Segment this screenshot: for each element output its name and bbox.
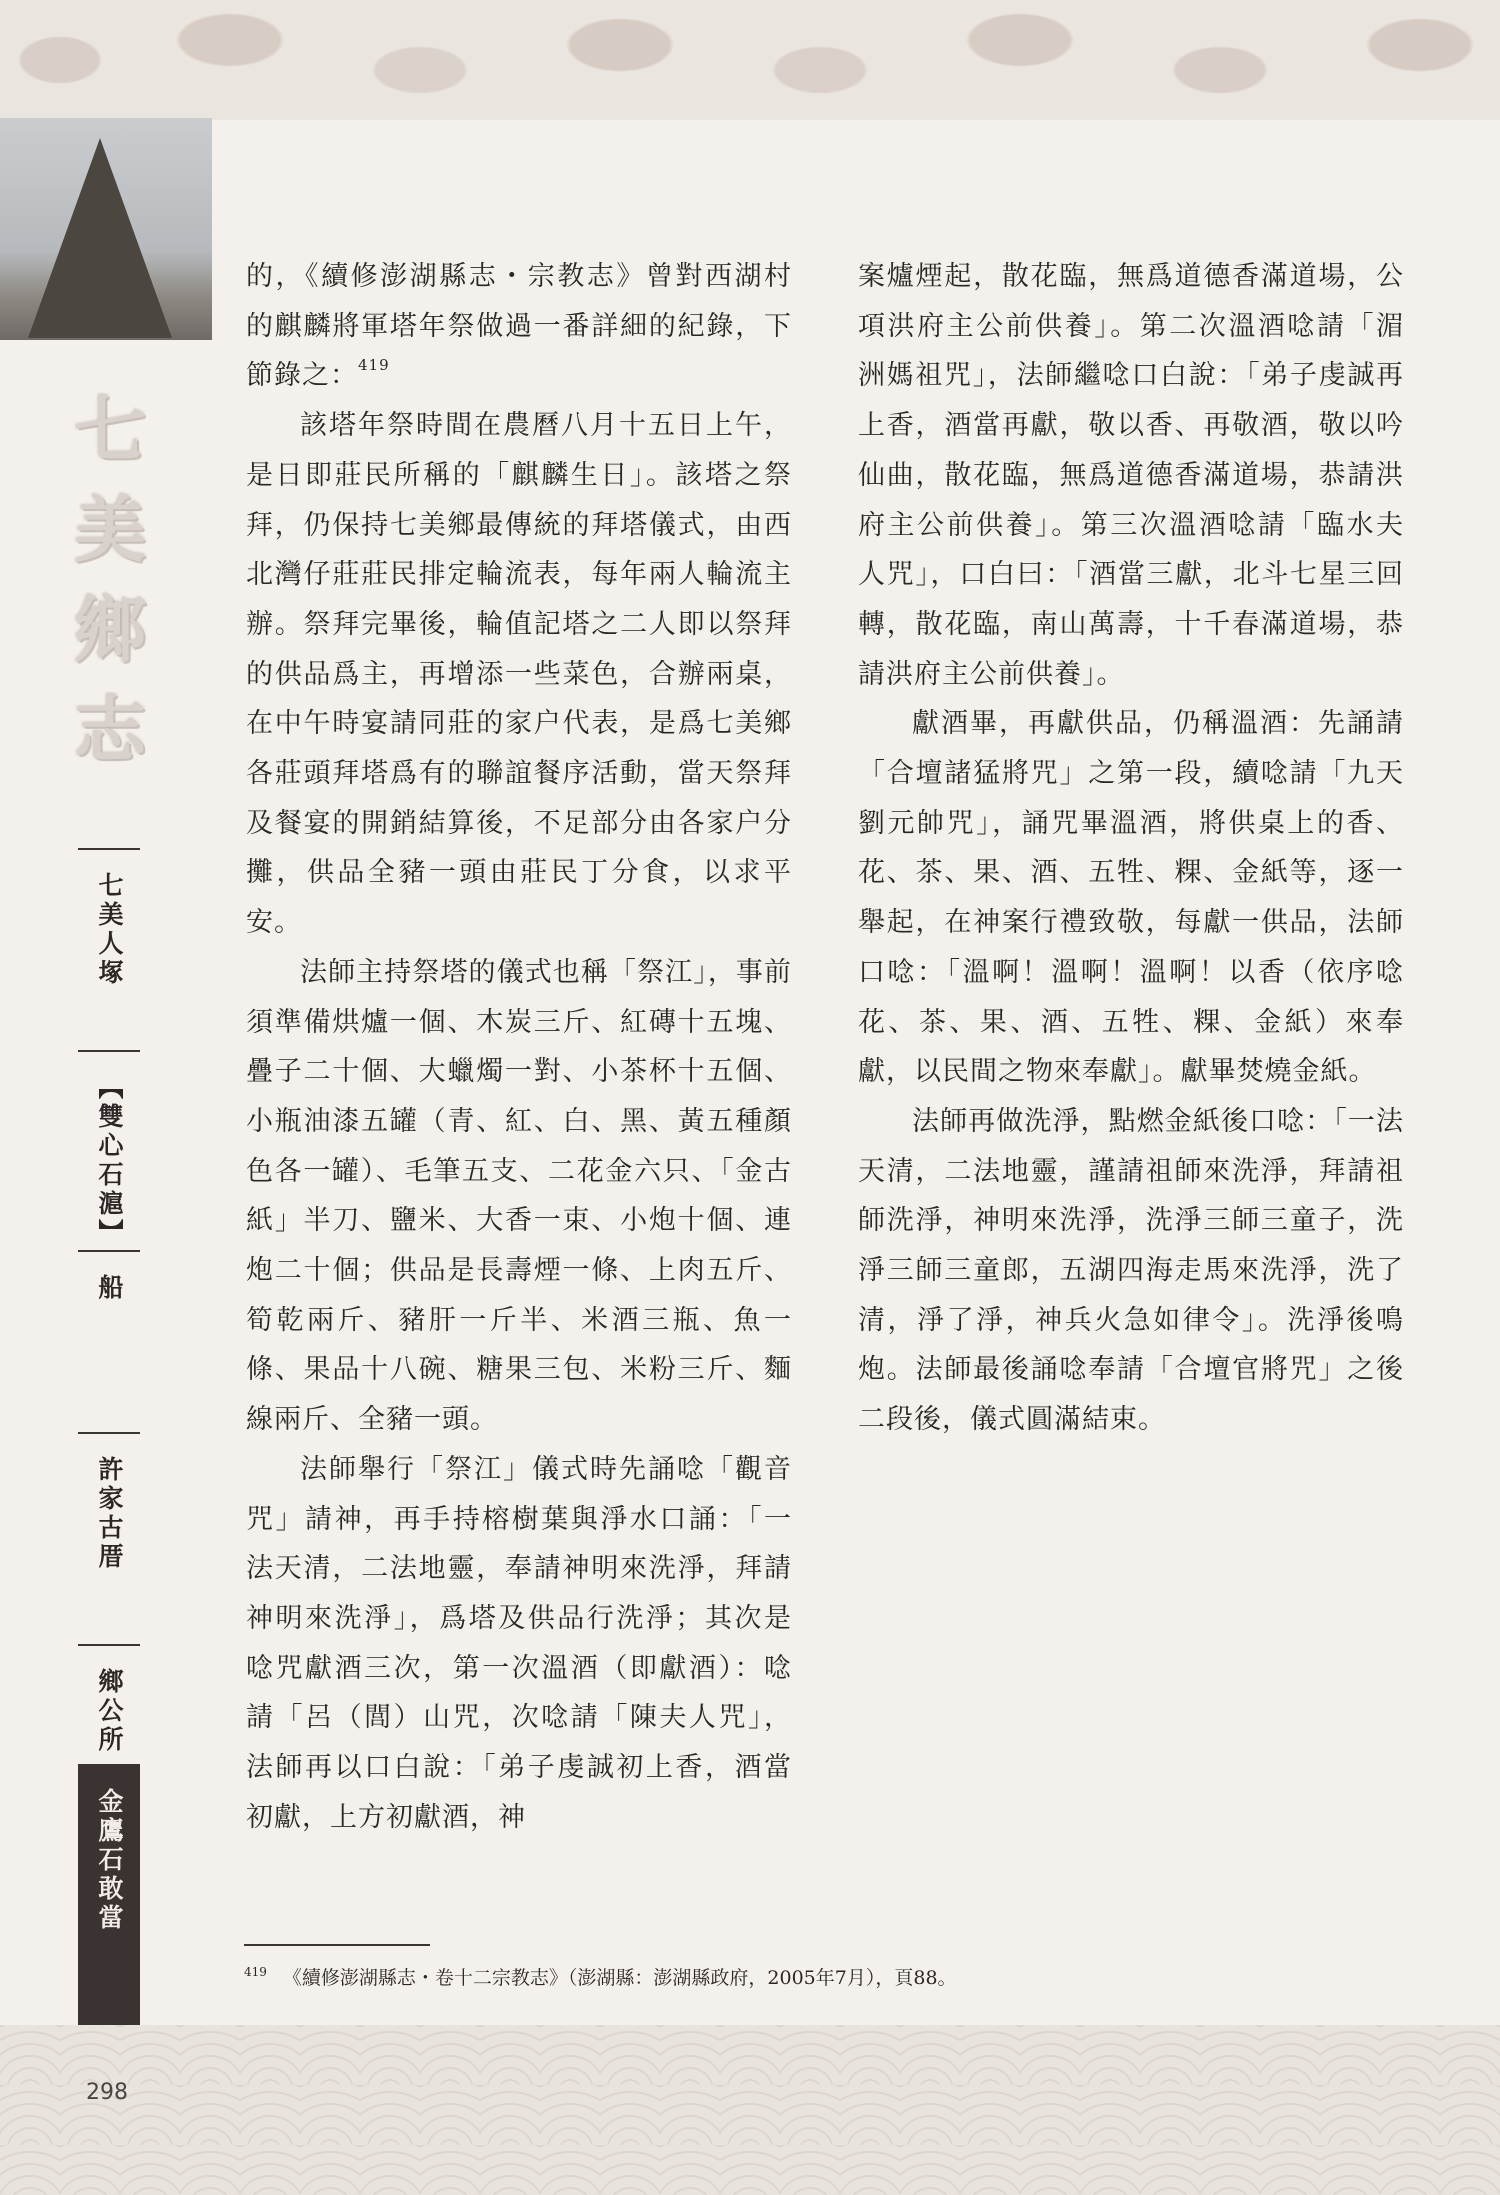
nav-item-label: 金鷹石敢當 xyxy=(95,1788,124,1933)
logo-char: 美 xyxy=(73,487,146,572)
nav-item-label: 七美人塚 xyxy=(95,872,124,988)
paragraph: 獻酒畢，再獻供品，仍稱溫酒：先誦請「合壇諸猛將咒」之第一段，續唸請「九天劉元帥咒」，誦咒畢溫酒，將供桌上的香、花、茶、果、酒、五牲、粿、金紙等，逐一舉起，在神案行禮致敬，每獻一供品，法師口唸：「溫啊！溫啊！溫啊！以香（依序唸花、茶、果、酒、五牲、粿、金紙）來奉獻，以民間之物來奉獻」。獻畢焚燒金紙。 xyxy=(858,708,1404,1088)
decorative-wave-footer xyxy=(0,2025,1500,2195)
decorative-cloud-header xyxy=(0,0,1500,120)
logo-char: 鄉 xyxy=(73,587,146,672)
right-text-column xyxy=(858,252,1404,1445)
nav-item-hsu-old-house[interactable] xyxy=(78,1432,140,1644)
paragraph: 法師舉行「祭江」儀式時先誦唸「觀音咒」請神，再手持榕樹葉與淨水口誦：「一法天清，二法地靈，奉請神明來洗淨，拜請神明來洗淨」，爲塔及供品行洗淨；其次是唸咒獻酒三次，第一次溫酒（即獻酒）：唸請「呂（閭）山咒，次唸請「陳夫人咒」，法師再以口白說：「弟子虔誠初上香，酒當初獻，上方初獻酒，神 xyxy=(246,1453,792,1833)
logo-char: 志 xyxy=(73,687,146,772)
side-chapter-nav xyxy=(78,848,140,2026)
footnote xyxy=(244,1958,1344,1992)
footnote-number: 419 xyxy=(244,1965,267,1979)
paragraph-text: 的，《續修澎湖縣志・宗教志》曾對西湖村的麒麟將軍塔年祭做過一番詳細的紀錄，下節錄之： xyxy=(246,261,792,392)
nav-item-label: 鄉公所 xyxy=(95,1668,124,1755)
nav-item-label: 【雙心石滬】 xyxy=(95,1074,124,1248)
stone-tower-shape xyxy=(28,138,172,338)
nav-item-label: 許家古厝 xyxy=(95,1456,124,1572)
paragraph: 法師再做洗淨，點燃金紙後口唸：「一法天清，二法地靈，謹請祖師來洗淨，拜請祖師洗淨，神明來洗淨，洗淨三師三童子，洗淨三師三童郎，五湖四海走馬來洗淨，洗了清，淨了淨，神兵火急如律令」。洗淨後鳴炮。法師最後誦唸奉請「合壇官將咒」之後二段後，儀式圓滿結束。 xyxy=(858,1105,1404,1436)
logo-char: 七 xyxy=(73,387,146,472)
page-number: 298 xyxy=(86,2080,128,2105)
footnote-divider xyxy=(244,1944,430,1946)
nav-item-twin-hearts-weir[interactable] xyxy=(78,1050,140,1250)
nav-item-golden-eagle-stone[interactable] xyxy=(78,1764,140,2026)
book-title-logo xyxy=(55,380,165,800)
nav-item-label: 船 xyxy=(95,1274,124,1303)
left-text-column xyxy=(246,252,792,1843)
nav-item-boat[interactable] xyxy=(78,1250,140,1432)
paragraph: 該塔年祭時間在農曆八月十五日上午，是日即莊民所稱的「麒麟生日」。該塔之祭拜，仍保持七美鄉最傳統的拜塔儀式，由西北灣仔莊莊民排定輪流表，每年兩人輪流主辦。祭拜完畢後，輪值記塔之二人即以祭拜的供品爲主，再增添一些菜色，合辦兩桌，在中午時宴請同莊的家户代表，是爲七美鄉各莊頭拜塔爲有的聯誼餐序活動，當天祭拜及餐宴的開銷結算後，不足部分由各家户分攤，供品全豬一頭由莊民丁分食，以求平安。 xyxy=(246,410,792,939)
paragraph xyxy=(246,252,792,401)
paragraph: 法師主持祭塔的儀式也稱「祭江」，事前須準備烘爐一個、木炭三斤、紅磚十五塊、疊子二十個、大蠟燭一對、小茶杯十五個、小瓶油漆五罐（青、紅、白、黑、黃五種顏色各一罐）、毛筆五支、二花金六只、「金古紙」半刀、鹽米、大香一束、小炮十個、連炮二十個；供品是長壽煙一條、上肉五斤、筍乾兩斤、豬肝一斤半、米酒三瓶、魚一條、果品十八碗、糖果三包、米粉三斤、麵線兩斤、全豬一頭。 xyxy=(246,956,792,1436)
tower-photo xyxy=(0,118,212,340)
nav-item-seven-beauties-tomb[interactable] xyxy=(78,848,140,1050)
nav-item-township-office[interactable] xyxy=(78,1644,140,1764)
paragraph: 案爐煙起，散花臨，無爲道德香滿道場，公項洪府主公前供養」。第二次溫酒唸請「湄洲媽祖咒」，法師繼唸口白說：「弟子虔誠再上香，酒當再獻，敬以香、再敬酒，敬以吟仙曲，散花臨，無爲道德香滿道場，恭請洪府主公前供養」。第三次溫酒唸請「臨水夫人咒」，口白曰：「酒當三獻，北斗七星三回轉，散花臨，南山萬壽，十千春滿道場，恭請洪府主公前供養」。 xyxy=(858,261,1404,690)
footnote-text: 《續修澎湖縣志・卷十二宗教志》（澎湖縣：澎湖縣政府，2005年7月），頁88。 xyxy=(282,1967,957,1989)
footnote-ref[interactable]: 419 xyxy=(358,356,390,375)
